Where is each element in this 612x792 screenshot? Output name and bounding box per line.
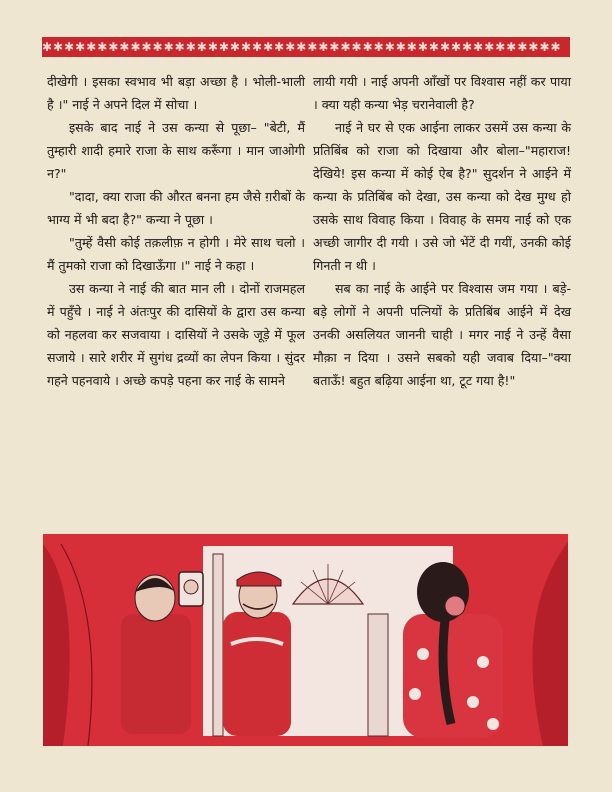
illustration-scene: [43, 534, 568, 746]
left-text-column: [47, 70, 305, 392]
right-text-column: [313, 70, 571, 392]
paragraph: "दादा, क्या राजा की औरत बनना हम जैसे ग़रीबों के भाग्य में भी बदा है?" कन्या ने पूछा ।: [47, 189, 305, 227]
paragraph: "तुम्हें वैसी कोई तक़लीफ़ न होगी । मेरे साथ चलो । मैं तुमको राजा को दिखाऊँगा ।" नाई ने कहा ।: [47, 235, 305, 273]
paragraph: उस कन्या ने नाई की बात मान ली । दोनों राजमहल में पहुँचे । नाई ने अंतःपुर की दासियों के द्वारा उस कन्या को नहलवा कर सजवाया । दासियों ने उसके जूड़े में फूल सजाये । सारे शरीर में सुगंध द्रव्यों का लेपन किया । सुंदर गहने पहनवाये । अच्छे कपड़े पहना कर नाई के सामने: [47, 281, 305, 388]
pillar: [213, 554, 223, 736]
paragraph: लायी गयी । नाई अपनी आँखों पर विश्वास नहीं कर पाया । क्या यही कन्या भेड़ चरानेवाली है?: [313, 74, 571, 112]
border-stars: ✱✱✱✱✱✱✱✱✱✱✱✱✱✱✱✱✱✱✱✱✱✱✱✱✱✱✱✱✱✱✱✱✱✱✱✱✱✱✱✱✱✱✱✱✱✱✱: [42, 40, 562, 54]
pillar: [368, 614, 388, 736]
story-illustration: [43, 534, 568, 746]
paragraph: इसके बाद नाई ने उस कन्या से पूछा– "बेटी, मैं तुम्हारी शादी हमारे राजा के साथ करूँगा । मान जाओगी न?": [47, 120, 305, 181]
paragraph: नाई ने घर से एक आईना लाकर उसमें उस कन्या के प्रतिबिंब को राजा को दिखाया और बोला–"महाराज! देखिये! इस कन्या में कोई ऐब है?" सुदर्शन ने आईने में कन्या के प्रतिबिंब को देखा, उस कन्या को देख मुग्ध हो उसके साथ विवाह किया । विवाह के समय नाई को एक अच्छी जागीर दी गयी । उसे जो भेंटें दी गयीं, उनकी कोई गिनती न थी ।: [313, 120, 571, 273]
paragraph: दीखेगी । इसका स्वभाव भी बड़ा अच्छा है । भोली-भाली है ।" नाई ने अपने दिल में सोचा ।: [47, 74, 305, 112]
paragraph: सब का नाई के आईने पर विश्वास जम गया । बड़े-बड़े लोगों ने अपनी पत्नियों के प्रतिबिंब आईने में देख उनकी असलियत जाननी चाही । मगर नाई ने उन्हें वैसा मौक़ा न दिया । उसने सबको यही जवाब दिया–"क्या बताऊँ! बहुत बढ़िया आईना था, टूट गया है!": [313, 281, 571, 388]
decorative-border: [42, 37, 570, 57]
